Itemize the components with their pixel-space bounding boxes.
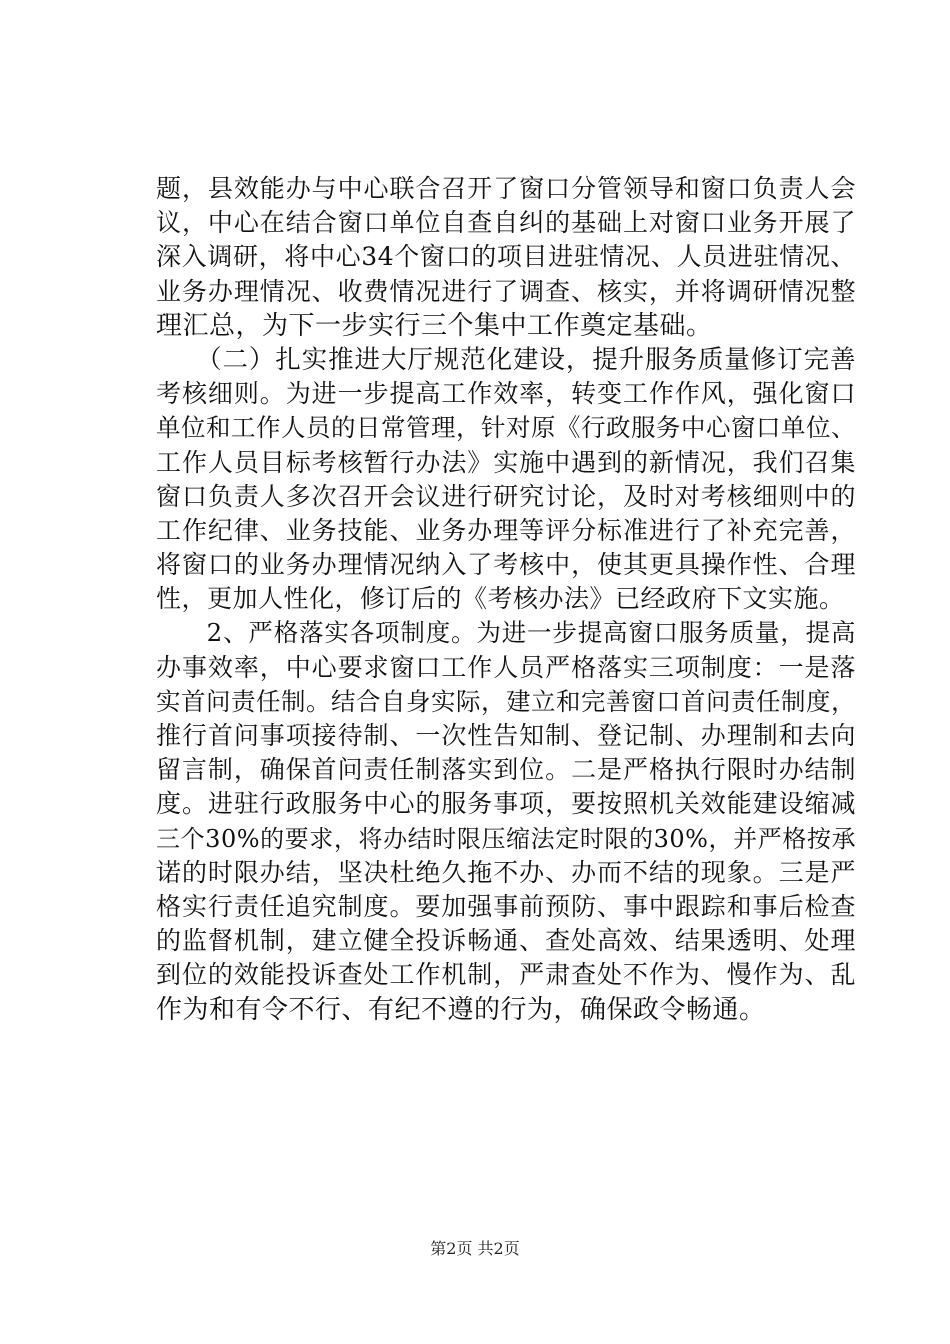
text-line: 格实行责任追究制度。要加强事前预防、事中跟踪和事后检查 bbox=[156, 891, 856, 921]
text-line: 业务办理情况、收费情况进行了调查、核实，并将调研情况整 bbox=[156, 276, 856, 306]
text-line: 留言制，确保首问责任制落实到位。二是严格执行限时办结制 bbox=[156, 755, 856, 785]
text-line: 题，县效能办与中心联合召开了窗口分管领导和窗口负责人会 bbox=[156, 174, 856, 203]
text-line: 性，更加人性化，修订后的《考核办法》已经政府下文实施。 bbox=[156, 584, 845, 614]
text-line: 考核细则。为进一步提高工作效率，转变工作作风，强化窗口 bbox=[156, 379, 856, 409]
text-line: 单位和工作人员的日常管理，针对原《行政服务中心窗口单位、 bbox=[156, 413, 856, 443]
paragraph-2 bbox=[156, 343, 856, 617]
text-line: 议，中心在结合窗口单位自查自纠的基础上对窗口业务开展了 bbox=[156, 208, 856, 238]
text-line: （二）扎实推进大厅规范化建设，提升服务质量修订完善 bbox=[156, 344, 856, 375]
text-line: 办事效率，中心要求窗口工作人员严格落实三项制度：一是落 bbox=[156, 652, 856, 682]
text-line: 到位的效能投诉查处工作机制，严肃查处不作为、慢作为、乱 bbox=[156, 960, 856, 990]
page-number: 第2页 共2页 bbox=[430, 1239, 520, 1258]
text-line: 理汇总，为下一步实行三个集中工作奠定基础。 bbox=[156, 310, 713, 341]
paragraph-3 bbox=[156, 616, 856, 1026]
page-footer bbox=[0, 1239, 950, 1259]
text-line: 工作人员目标考核暂行办法》实施中遇到的新情况，我们召集 bbox=[156, 447, 856, 477]
text-line: 度。进驻行政服务中心的服务事项，要按照机关效能建设缩减 bbox=[156, 789, 856, 819]
text-line: 深入调研，将中心34个窗口的项目进驻情况、人员进驻情况、 bbox=[156, 242, 856, 272]
paragraph-1 bbox=[156, 172, 856, 343]
text-line: 的监督机制，建立健全投诉畅通、查处高效、结果透明、处理 bbox=[156, 926, 856, 956]
text-line: 诺的时限办结，坚决杜绝久拖不办、办而不结的现象。三是严 bbox=[156, 857, 856, 887]
text-line: 将窗口的业务办理情况纳入了考核中，使其更具操作性、合理 bbox=[156, 550, 856, 580]
text-line: 作为和有令不行、有纪不遵的行为，确保政令畅通。 bbox=[156, 994, 766, 1025]
text-line: 窗口负责人多次召开会议进行研究讨论，及时对考核细则中的 bbox=[156, 481, 856, 511]
text-line: 2、严格落实各项制度。为进一步提高窗口服务质量，提高 bbox=[156, 618, 856, 648]
text-line: 工作纪律、业务技能、业务办理等评分标准进行了补充完善， bbox=[156, 515, 856, 545]
body-text bbox=[156, 172, 856, 1027]
text-line: 实首问责任制。结合自身实际，建立和完善窗口首问责任制度， bbox=[156, 686, 856, 716]
text-line: 推行首问事项接待制、一次性告知制、登记制、办理制和去向 bbox=[156, 721, 856, 750]
text-line: 三个30%的要求，将办结时限压缩法定时限的30%，并严格按承 bbox=[156, 824, 856, 853]
